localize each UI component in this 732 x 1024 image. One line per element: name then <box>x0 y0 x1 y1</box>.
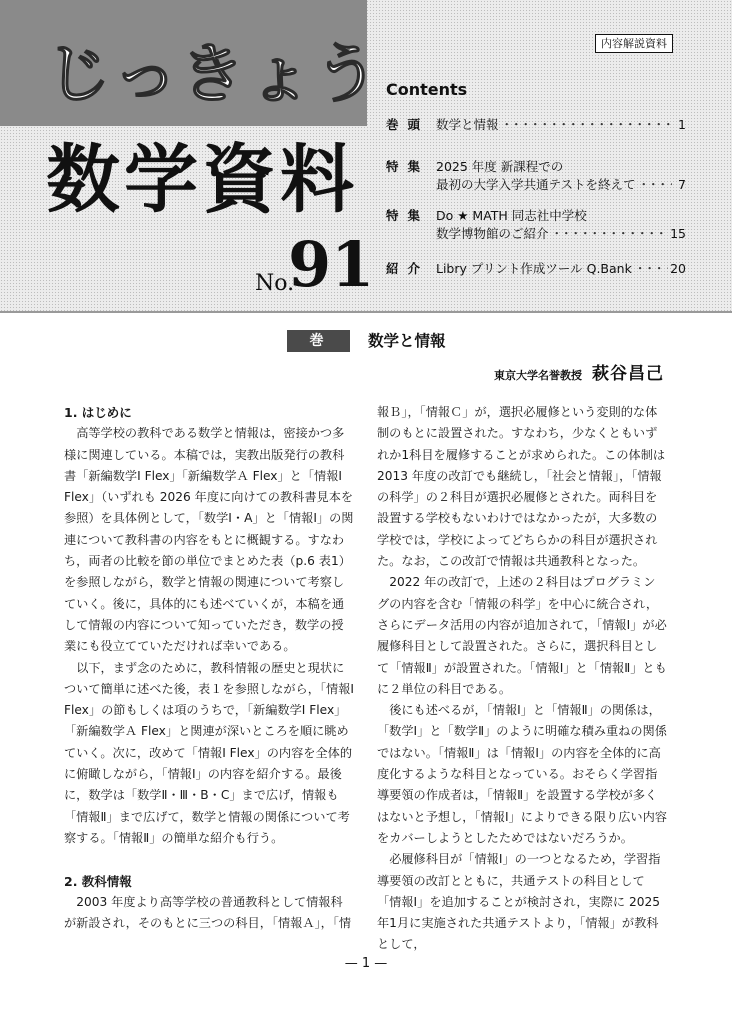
toc-title: 最初の大学入学共通テストを終えて <box>436 177 636 192</box>
issue-prefix: No. <box>255 271 295 296</box>
paragraph: 2022 年の改訂で，上述の２科目はプログラミングの内容を含む「情報の科学」を中心に統合され，さらにデータ活用の内容が追加されて，「情報Ⅰ」が必履修科目として設置された。さらに，選択科目として「情報Ⅱ」が設置された。「情報Ⅰ」と「情報Ⅱ」ともに２単位の科目である。 <box>377 575 667 696</box>
toc-category: 巻頭 <box>386 117 430 132</box>
contents-heading: Contents <box>386 80 468 99</box>
article-column-left <box>64 402 354 934</box>
author-name: 萩谷昌己 <box>592 364 664 384</box>
toc-category: 特集 <box>386 208 430 223</box>
toc-page-number: 7 <box>678 177 686 192</box>
toc-leader-dots <box>551 225 669 243</box>
toc-line <box>436 158 686 176</box>
paragraph: 必履修科目が「情報Ⅰ」の一つとなるため，学習指導要領の改訂とともに，共通テストの科目として「情報Ⅰ」を追加することが検討され，実際に 2025 年1月に実施された共通テストより，「情報」が教科として， <box>377 852 661 952</box>
toc-title: Libry プリント作成ツール Q.Bank <box>436 261 632 276</box>
section-gap <box>64 849 354 870</box>
author-affiliation: 東京大学名誉教授 <box>494 369 582 382</box>
content-badge: 内容解説資料 <box>595 34 673 53</box>
header-divider <box>0 311 732 313</box>
section-heading: 2. 教科情報 <box>64 873 132 889</box>
toc-line <box>436 116 686 134</box>
toc-line <box>436 176 686 194</box>
toc-line <box>436 207 686 225</box>
author-line <box>494 359 664 384</box>
toc-title: 数学博物館のご紹介 <box>436 226 549 241</box>
toc-line <box>436 225 686 243</box>
toc-title: 2025 年度 新課程での <box>436 159 564 174</box>
toc-category: 紹介 <box>386 261 430 276</box>
toc-line <box>436 260 686 278</box>
issue-number: 91 <box>288 228 375 301</box>
toc-leader-dots <box>634 260 668 278</box>
paragraph: 報Ｂ」，「情報Ｃ」が，選択必履修という変則的な体制のもとに設置された。すなわち，少なくともいずれか1科目を履修することが求められた。この体制は 2013 年度の改訂でも継続し，「社会と情報」，「情報の科学」の２科目が選択必履修とされた。両科目を設置する学校もないわけではなかったが，大多数の学校では，学校によってどちらかの科目が選択された。なお，この改訂で情報は共通教科となった。 <box>377 405 666 569</box>
toc-page-number: 20 <box>670 261 686 276</box>
cover-header <box>0 0 732 311</box>
toc-page-number: 15 <box>670 226 686 241</box>
toc-title: 数学と情報 <box>436 117 499 132</box>
toc-page-number: 1 <box>678 117 686 132</box>
magazine-title-line1: じっきょう <box>46 37 382 112</box>
page-number: — 1 — <box>344 956 388 971</box>
toc-category: 特集 <box>386 159 430 174</box>
paragraph: 2003 年度より高等学校の普通教科として情報科が新設され，そのもとに三つの科目，「情報Ａ」，「情 <box>64 894 352 931</box>
article-column-right <box>377 402 667 956</box>
toc-leader-dots <box>501 116 672 134</box>
paragraph: 後にも述べるが，「情報Ⅰ」と「情報Ⅱ」の関係は，「数学Ⅰ」と「数学Ⅱ」のように明確な積み重ねの関係ではない。「情報Ⅱ」は「情報Ⅰ」の内容を全体的に高度化するような科目となっている。おそらく学習指導要領の作成者は，「情報Ⅱ」を設置する学校が多くはないと予想し，「情報Ⅰ」によりできる限り広い内容をカバーしようとしたためではないだろうか。 <box>377 703 667 845</box>
section-heading: 1. はじめに <box>64 405 132 420</box>
article-category-tag: 巻頭 <box>287 330 350 352</box>
paragraph: 以下，まず念のために，教科情報の歴史と現状について簡単に述べた後，表１を参照しながら，「情報Ⅰ Flex」の節もしくは項のうちで，「新編数学Ⅰ Flex」「新編数学Ａ Flex」と関連が深いところを順に眺めていく。次に，改めて「情報Ⅰ Flex」の内容を全体的に俯瞰しながら，「情報Ⅰ」の内容を紹介する。最後に，数学は「数学Ⅱ・Ⅲ・B・C」まで広げ，情報も「情報Ⅱ」まで広げて，数学と情報の関係について考察する。「情報Ⅱ」の簡単な紹介も行う。 <box>64 660 354 845</box>
toc-title: Do ★ MATH 同志社中学校 <box>436 208 587 223</box>
magazine-title-line2: 数学資料 <box>46 137 358 223</box>
article-title: 数学と情報 <box>368 332 446 350</box>
paragraph: 高等学校の教科である数学と情報は，密接かつ多様に関連している。本稿では，実教出版発行の教科書「新編数学Ⅰ Flex」「新編数学Ａ Flex」と「情報Ⅰ Flex」（いずれも 2026 年度に向けての教科書見本を参照）を具体例として，「数学Ⅰ・A」と「情報Ⅰ」の関連について教科書の内容をもとに概観する。すなわち，両者の比較を節の単位でまとめた表（p.6 表1）を参照しながら，数学と情報の関連について考察していく。後に，具体的にも述べていくが，本稿を通して情報の内容について知っていただき，数学の授業にも役立てていただければ幸いである。 <box>64 426 354 654</box>
toc-leader-dots <box>638 176 672 194</box>
